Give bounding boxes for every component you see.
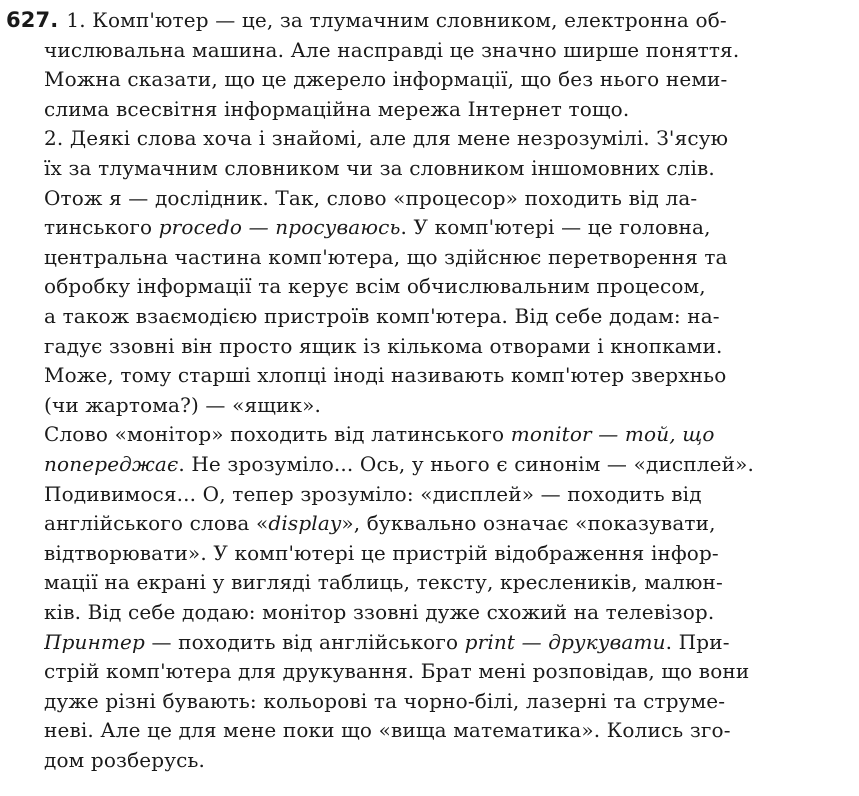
text-line bbox=[44, 626, 852, 658]
text-segment: англійського слова « bbox=[44, 511, 269, 536]
text-line bbox=[44, 507, 852, 539]
italic-term: display bbox=[268, 511, 342, 536]
text-segment: відтворювати». У комп'ютері це пристрій відображення інфор- bbox=[44, 540, 719, 565]
text-line bbox=[44, 270, 852, 302]
text-line bbox=[44, 655, 852, 687]
text-segment: числювальна машина. Але насправді це значно ширше поняття. bbox=[44, 37, 740, 62]
text-line bbox=[44, 714, 852, 746]
text-segment: 2. Деякі слова хоча і знайомі, але для мене незрозумілі. З'ясую bbox=[44, 126, 729, 151]
text-line bbox=[6, 4, 858, 36]
text-line bbox=[44, 211, 852, 243]
text-segment: . Не зрозуміло... Ось, у нього є синонім — «дисплей». bbox=[178, 452, 754, 476]
text-segment: — походить від англійського bbox=[144, 629, 465, 654]
text-segment: . При- bbox=[665, 629, 730, 654]
text-line bbox=[44, 34, 852, 66]
text-line bbox=[44, 418, 852, 450]
text-segment: їх за тлумачним словником чи за словником іншомовних слів. bbox=[44, 156, 715, 180]
text-segment: . У комп'ютері — це головна, bbox=[400, 215, 711, 240]
text-segment: Можна сказати, що це джерело інформації, що без нього неми- bbox=[44, 67, 728, 92]
text-line bbox=[44, 744, 852, 776]
text-segment: центральна частина комп'ютера, що здійснює перетворення та bbox=[44, 244, 728, 269]
text-line bbox=[44, 182, 852, 214]
text-segment: (чи жартома?) — «ящик». bbox=[44, 392, 321, 417]
text-line bbox=[44, 300, 852, 332]
text-segment: гадує ззовні він просто ящик із кількома отворами і кнопками. bbox=[44, 333, 723, 358]
text-segment: неві. Але це для мене поки що «вища математика». Колись зго- bbox=[44, 718, 731, 743]
text-segment: стрій комп'ютера для друкування. Брат мені розповідав, що вони bbox=[44, 659, 750, 684]
text-line bbox=[44, 596, 852, 628]
text-segment: мації на екрані у вигляді таблиць, тексту, креслеників, малюн- bbox=[44, 570, 723, 595]
text-segment: слима всесвітня інформаційна мережа Інтернет тощо. bbox=[44, 96, 630, 121]
italic-term: print — друкувати bbox=[464, 629, 666, 654]
text-line bbox=[44, 685, 852, 717]
text-line bbox=[44, 389, 852, 421]
text-segment: тинського bbox=[44, 215, 159, 240]
text-line bbox=[44, 330, 852, 362]
text-line bbox=[44, 122, 852, 154]
italic-term: попереджає bbox=[44, 452, 179, 476]
text-line bbox=[44, 93, 852, 125]
text-segment: ків. Від себе додаю: монітор ззовні дуже схожий на телевізор. bbox=[44, 600, 715, 624]
text-segment: 1. Комп'ютер — це, за тлумачним словником, електронна об- bbox=[66, 8, 727, 32]
text-line bbox=[44, 241, 852, 273]
text-segment: а також взаємодією пристроїв комп'ютера. Від себе додам: на- bbox=[44, 304, 720, 328]
text-segment: Слово «монітор» походить від латинського bbox=[44, 422, 511, 447]
italic-term: procedo — просуваюсь bbox=[158, 215, 401, 240]
text-segment: обробку інформації та керує всім обчислювальним процесом, bbox=[44, 274, 706, 299]
text-line bbox=[44, 152, 852, 184]
text-segment: Подивимося... О, тепер зрозуміло: «дисплей» — походить від bbox=[44, 481, 702, 506]
text-line bbox=[44, 448, 852, 480]
text-segment: », буквально означає «показувати, bbox=[341, 511, 716, 536]
text-segment: Може, тому старші хлопці іноді називають комп'ютер зверхньо bbox=[44, 363, 727, 388]
text-segment: дом розберусь. bbox=[44, 748, 206, 772]
text-line bbox=[44, 478, 852, 510]
text-segment: Отож я — дослідник. Так, слово «процесор» походить від ла- bbox=[44, 185, 698, 210]
italic-term: Принтер bbox=[44, 629, 145, 654]
exercise-number: 627. bbox=[6, 8, 59, 32]
text-line bbox=[44, 359, 852, 391]
italic-term: monitor — той, що bbox=[510, 422, 715, 447]
text-line bbox=[44, 63, 852, 95]
text-line bbox=[44, 537, 852, 569]
text-line bbox=[44, 566, 852, 598]
text-segment: дуже різні бувають: кольорові та чорно-білі, лазерні та струме- bbox=[44, 688, 726, 713]
